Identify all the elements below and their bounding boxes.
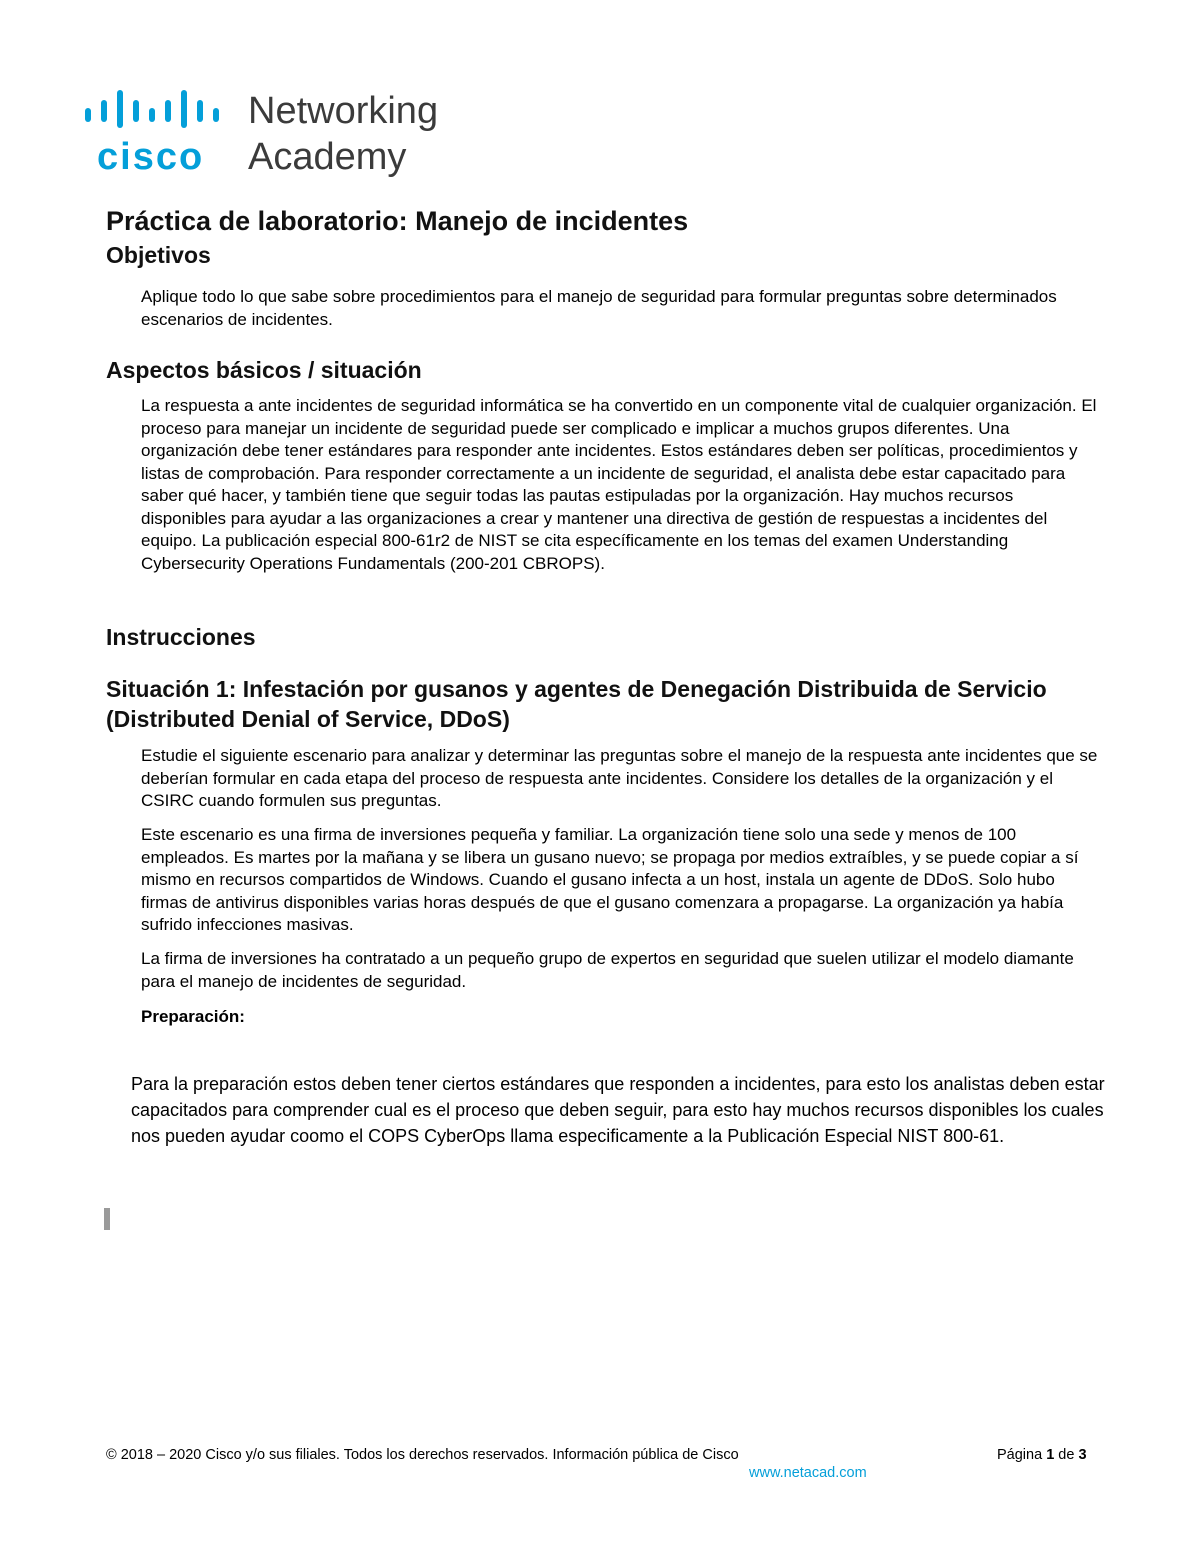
- instrucciones-heading: Instrucciones: [106, 624, 256, 650]
- situacion1-heading: Situación 1: Infestación por gusanos y agentes de Denegación Distribuida de Servicio (Distributed Denial of Service, DDoS): [106, 676, 1047, 732]
- cisco-networking-academy-logo: [85, 88, 485, 180]
- objetivos-text: Aplique todo lo que sabe sobre procedimientos para el manejo de seguridad para formular preguntas sobre determinados escenarios de incidentes.: [141, 287, 1057, 329]
- networking-academy-wordmark: [248, 88, 438, 180]
- footer-page-number: [997, 1447, 1087, 1463]
- situacion1-paragraph-1: Estudie el siguiente escenario para analizar y determinar las preguntas sobre el manejo de la respuesta ante incidentes que se deberían formular en cada etapa del proceso de respuesta ante incidentes. Considere los detalles de la organización y el CSIRC cuando formulen sus preguntas.: [141, 746, 1098, 810]
- page-current: 1: [1046, 1447, 1055, 1463]
- aspectos-text: La respuesta a ante incidentes de seguridad informática se ha convertido en un componente vital de cualquier organización. El proceso para manejar un incidente de seguridad puede ser complicado e implicar a muchos grupos diferentes. Una organización debe tener estándares para responder ante incidentes. Estos estándares deben ser políticas, procedimientos y listas de comprobación. Para responder correctamente a un incidente de seguridad, el analista debe estar capacitado para saber qué hacer, y también tiene que seguir todas las pautas estipuladas por la organización. Hay muchos recursos disponibles para ayudar a las organizaciones a crear y mantener una directiva de gestión de respuestas a incidentes del equipo. La publicación especial 800-61r2 de NIST se cita específicamente en los temas del examen Understanding Cybersecurity Operations Fundamentals (200-201 CBROPS).: [141, 396, 1097, 573]
- text-cursor[interactable]: [104, 1208, 110, 1230]
- footer-url-link[interactable]: www.netacad.com: [749, 1465, 867, 1481]
- cisco-bars-icon: [85, 88, 225, 132]
- cisco-wordmark: cisco: [97, 136, 205, 178]
- logo-line-networking: Networking: [248, 90, 439, 132]
- aspectos-heading: Aspectos básicos / situación: [106, 357, 422, 383]
- footer-copyright: © 2018 – 2020 Cisco y/o sus filiales. Todos los derechos reservados. Información pública de Cisco: [106, 1447, 739, 1463]
- page-prefix: Página: [997, 1447, 1047, 1463]
- page-title: Práctica de laboratorio: Manejo de incidentes: [106, 206, 689, 236]
- situacion1-paragraph-3: La firma de inversiones ha contratado a un pequeño grupo de expertos en seguridad que suelen utilizar el modelo diamante para el manejo de incidentes de seguridad.: [141, 949, 1074, 991]
- page-total: 3: [1078, 1447, 1087, 1463]
- logo-line-academy: Academy: [248, 136, 407, 178]
- situacion1-paragraph-2: Este escenario es una firma de inversiones pequeña y familiar. La organización tiene solo una sede y menos de 100 empleados. Es martes por la mañana y se libera un gusano nuevo; se propaga por medios extraíbles, y se puede copiar a sí mismo en recursos compartidos de Windows. Cuando el gusano infecta a un host, instala un agente de DDoS. Solo hubo firmas de antivirus disponibles varias horas después de que el gusano comenzara a propagarse. La organización ya había sufrido infecciones masivas.: [141, 825, 1079, 934]
- page-mid: de: [1054, 1447, 1079, 1463]
- preparacion-answer[interactable]: Para la preparación estos deben tener ciertos estándares que responden a incidentes, para esto los analistas deben estar capacitados para comprender cual es el proceso que deben seguir, para esto hay muchos recursos disponibles los cuales nos pueden ayudar coomo el COPS CyberOps llama especificamente a la Publicación Especial NIST 800-61.: [131, 1074, 1105, 1146]
- preparacion-label: Preparación:: [141, 1007, 245, 1026]
- objetivos-heading: Objetivos: [106, 242, 211, 268]
